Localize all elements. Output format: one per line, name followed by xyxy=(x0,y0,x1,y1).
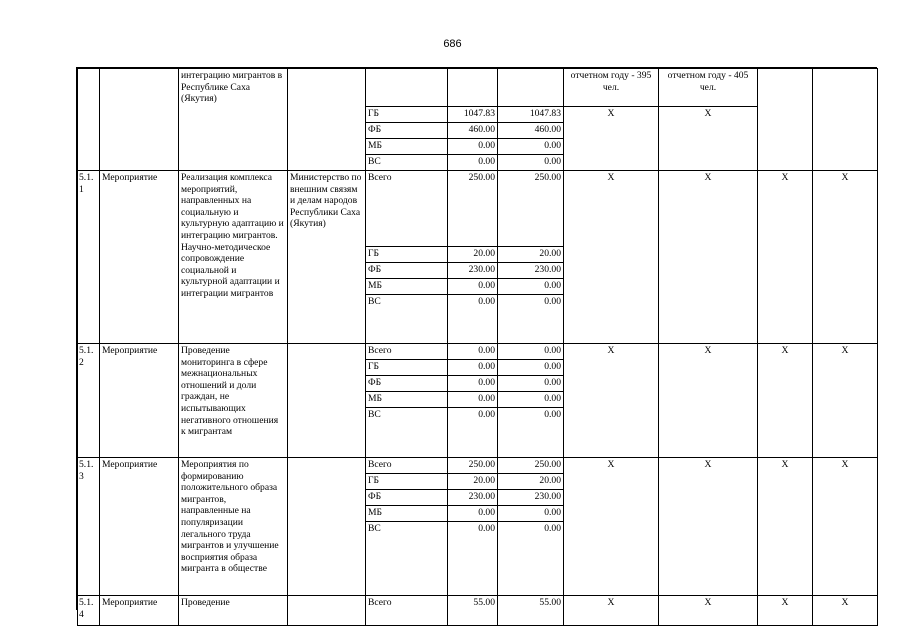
cell-mark: X xyxy=(758,596,813,626)
cell-mark: X xyxy=(659,344,758,458)
cell-source: Всего xyxy=(366,171,448,247)
cell-mark: X xyxy=(758,344,813,458)
cell-amount: 0.00 xyxy=(498,408,564,458)
cell-executor xyxy=(288,596,366,626)
cell-mark: X xyxy=(659,596,758,626)
program-table-frame xyxy=(76,67,877,620)
cell-source: ВС xyxy=(366,408,448,458)
cell-amount: 0.00 xyxy=(448,360,498,376)
cell-mark: X xyxy=(813,458,878,596)
cell-mark: X xyxy=(564,344,659,458)
cell-amount: 55.00 xyxy=(498,596,564,626)
cell-mark: X xyxy=(758,458,813,596)
cell-amount: 0.00 xyxy=(498,392,564,408)
cell-amount: 0.00 xyxy=(498,139,564,155)
table-row xyxy=(78,69,878,107)
cell-amount xyxy=(498,69,564,107)
cell-source: ГБ xyxy=(366,360,448,376)
cell-amount: 0.00 xyxy=(498,376,564,392)
cell-source: ВС xyxy=(366,522,448,596)
cell-amount: 0.00 xyxy=(448,155,498,171)
cell-type: Мероприятие xyxy=(100,171,179,344)
cell-amount: 0.00 xyxy=(448,506,498,522)
cell-no: 5.1.2 xyxy=(78,344,100,458)
cell-mark: X xyxy=(659,458,758,596)
cell-amount: 0.00 xyxy=(448,344,498,360)
cell-type: Мероприятие xyxy=(100,344,179,458)
cell-executor xyxy=(288,344,366,458)
cell-description: Проведение xyxy=(179,596,288,626)
cell-note: отчетном году - 405 чел. xyxy=(659,69,758,107)
cell-amount: 20.00 xyxy=(448,247,498,263)
cell-amount: 1047.83 xyxy=(498,107,564,123)
cell-amount: 230.00 xyxy=(498,263,564,279)
cell-amount: 0.00 xyxy=(498,344,564,360)
cell-amount: 230.00 xyxy=(448,490,498,506)
cell-type: Мероприятие xyxy=(100,596,179,626)
cell-source: МБ xyxy=(366,392,448,408)
cell-mark xyxy=(758,69,813,171)
cell-source: ГБ xyxy=(366,247,448,263)
cell-mark: X xyxy=(813,171,878,344)
cell-amount: 55.00 xyxy=(448,596,498,626)
cell-amount: 250.00 xyxy=(498,171,564,247)
cell-description: Мероприятия по формированию положительного образа мигрантов, направленные на популяризации легального труда мигрантов и улучшение восприятия образа мигранта в обществе xyxy=(179,458,288,596)
cell-source: ФБ xyxy=(366,263,448,279)
cell-amount: 20.00 xyxy=(448,474,498,490)
cell-amount: 0.00 xyxy=(448,279,498,295)
cell-amount: 0.00 xyxy=(448,139,498,155)
cell-amount: 460.00 xyxy=(448,123,498,139)
cell-no: 5.1.1 xyxy=(78,171,100,344)
cell-source: Всего xyxy=(366,344,448,360)
cell-mark xyxy=(813,69,878,171)
cell-source: Всего xyxy=(366,458,448,474)
cell-amount: 0.00 xyxy=(448,408,498,458)
cell-source: ВС xyxy=(366,155,448,171)
cell-source xyxy=(366,69,448,107)
cell-amount: 250.00 xyxy=(448,458,498,474)
cell-mark: X xyxy=(758,171,813,344)
cell-amount: 0.00 xyxy=(498,279,564,295)
table-row xyxy=(78,171,878,247)
page-number: 686 xyxy=(443,38,462,50)
cell-amount: 20.00 xyxy=(498,474,564,490)
cell-no: 5.1.3 xyxy=(78,458,100,596)
cell-no: 5.1.4 xyxy=(78,596,100,626)
cell-amount: 0.00 xyxy=(498,155,564,171)
cell-source: Всего xyxy=(366,596,448,626)
cell-amount: 230.00 xyxy=(448,263,498,279)
cell-amount: 20.00 xyxy=(498,247,564,263)
cell-type xyxy=(100,69,179,171)
cell-mark: X xyxy=(564,107,659,171)
cell-no xyxy=(78,69,100,171)
cell-amount: 250.00 xyxy=(498,458,564,474)
cell-type: Мероприятие xyxy=(100,458,179,596)
cell-mark: X xyxy=(564,458,659,596)
cell-source: ВС xyxy=(366,295,448,344)
table-row xyxy=(78,344,878,360)
cell-amount: 0.00 xyxy=(448,295,498,344)
cell-amount: 0.00 xyxy=(448,376,498,392)
cell-source: ГБ xyxy=(366,107,448,123)
cell-amount: 0.00 xyxy=(448,522,498,596)
cell-mark: X xyxy=(564,596,659,626)
cell-source: МБ xyxy=(366,139,448,155)
cell-executor: Министерство по внешним связям и делам народов Республики Саха (Якутия) xyxy=(288,171,366,344)
cell-source: ФБ xyxy=(366,123,448,139)
program-table xyxy=(77,68,878,626)
table-row xyxy=(78,596,878,626)
cell-mark: X xyxy=(564,171,659,344)
cell-amount xyxy=(448,69,498,107)
cell-amount: 0.00 xyxy=(498,506,564,522)
cell-executor xyxy=(288,69,366,171)
cell-amount: 250.00 xyxy=(448,171,498,247)
cell-note: отчетном году - 395 чел. xyxy=(564,69,659,107)
cell-amount: 0.00 xyxy=(498,522,564,596)
table-row xyxy=(78,458,878,474)
cell-description: интеграцию мигрантов в Республике Саха (Якутия) xyxy=(179,69,288,171)
cell-source: ГБ xyxy=(366,474,448,490)
cell-amount: 0.00 xyxy=(448,392,498,408)
cell-mark: X xyxy=(659,107,758,171)
cell-amount: 0.00 xyxy=(498,360,564,376)
cell-source: МБ xyxy=(366,506,448,522)
cell-mark: X xyxy=(659,171,758,344)
cell-source: ФБ xyxy=(366,376,448,392)
cell-mark: X xyxy=(813,596,878,626)
cell-mark: X xyxy=(813,344,878,458)
cell-amount: 1047.83 xyxy=(448,107,498,123)
cell-amount: 460.00 xyxy=(498,123,564,139)
cell-amount: 230.00 xyxy=(498,490,564,506)
cell-description: Проведение мониторинга в сфере межнациональных отношений и доли граждан, не испытывающих негативного отношения к мигрантам xyxy=(179,344,288,458)
cell-amount: 0.00 xyxy=(498,295,564,344)
cell-executor xyxy=(288,458,366,596)
cell-description: Реализация комплекса мероприятий, направленных на социальную и культурную адаптацию и интеграцию мигрантов. Научно-методическое сопровождение социальной и культурной адаптации и интеграции мигрантов xyxy=(179,171,288,344)
cell-source: МБ xyxy=(366,279,448,295)
cell-source: ФБ xyxy=(366,490,448,506)
